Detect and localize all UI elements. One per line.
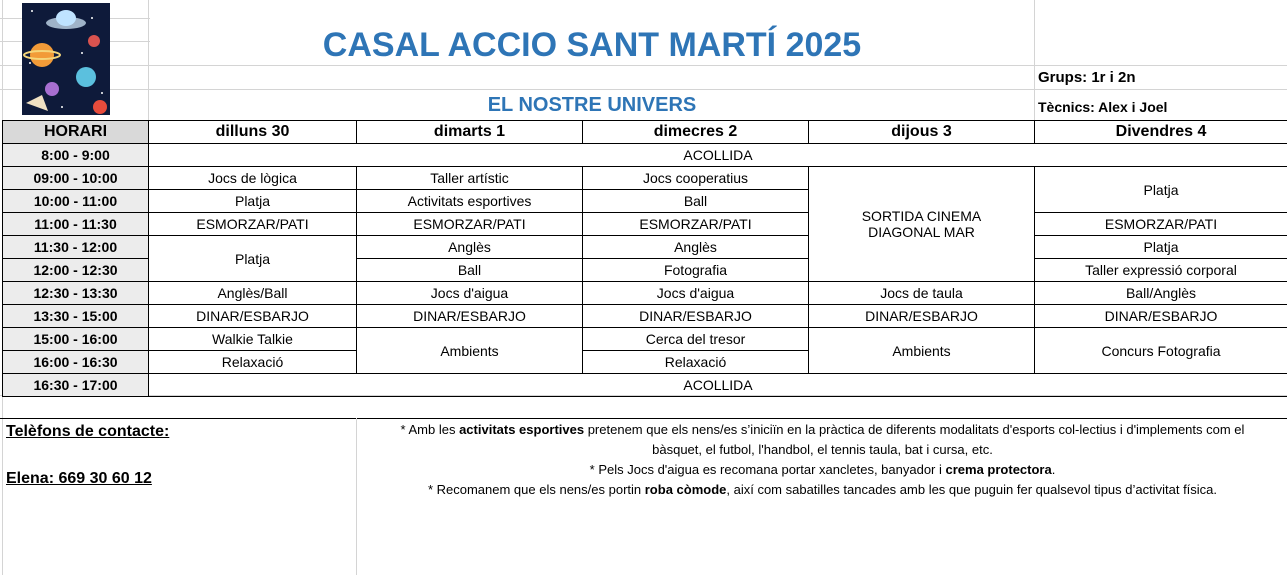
- activity-cell: Fotografia: [583, 259, 809, 282]
- activity-cell: Jocs de taula: [809, 282, 1035, 305]
- time-slot: 12:00 - 12:30: [3, 259, 149, 282]
- lunch-cell: DINAR/ESBARJO: [583, 305, 809, 328]
- note-esportives-line2: bàsquet, el futbol, l'handbol, el tennis taula, bat i cursa, etc.: [652, 442, 993, 457]
- activity-cell: Ball: [583, 190, 809, 213]
- note-esportives: [358, 420, 1287, 440]
- lunch-cell: DINAR/ESBARJO: [809, 305, 1035, 328]
- lunch-cell: DINAR/ESBARJO: [1035, 305, 1287, 328]
- day-header: dilluns 30: [149, 121, 357, 144]
- time-slot: 8:00 - 9:00: [3, 144, 149, 167]
- activity-cell: Anglès/Ball: [149, 282, 357, 305]
- activity-cell: Concurs Fotografia: [1035, 328, 1287, 374]
- break-cell: ESMORZAR/PATI: [1035, 213, 1287, 236]
- note-text: pretenem que els nens/es s’iniciïn en la pràctica de diferents modalitats d'esports col-lectius i d'implements com el: [584, 422, 1245, 437]
- activity-cell: Anglès: [357, 236, 583, 259]
- activity-cell: Taller artístic: [357, 167, 583, 190]
- break-cell: ESMORZAR/PATI: [583, 213, 809, 236]
- space-planets-icon: [22, 3, 110, 115]
- day-header: dimarts 1: [357, 121, 583, 144]
- acollida-cell: ACOLLIDA: [149, 374, 1287, 397]
- activity-cell: Platja: [1035, 167, 1287, 213]
- activity-cell: Ambients: [357, 328, 583, 374]
- note-roba: [358, 480, 1287, 500]
- time-slot: 16:30 - 17:00: [3, 374, 149, 397]
- sortida-line: DIAGONAL MAR: [868, 224, 975, 240]
- sortida-cell: [809, 167, 1035, 282]
- activity-cell: Ambients: [809, 328, 1035, 374]
- day-header: Divendres 4: [1035, 121, 1287, 144]
- lunch-cell: DINAR/ESBARJO: [149, 305, 357, 328]
- note-bold: crema protectora: [945, 462, 1052, 477]
- time-slot: 16:00 - 16:30: [3, 351, 149, 374]
- break-cell: ESMORZAR/PATI: [357, 213, 583, 236]
- horari-header: HORARI: [3, 121, 149, 144]
- note-text: * Recomanem que els nens/es portin: [427, 482, 645, 497]
- acollida-cell: ACOLLIDA: [149, 144, 1287, 167]
- activity-cell: Ball/Anglès: [1035, 282, 1287, 305]
- page-title: CASAL ACCIO SANT MARTÍ 2025: [322, 26, 862, 64]
- time-slot: 12:30 - 13:30: [3, 282, 149, 305]
- activity-cell: Taller expressió corporal: [1035, 259, 1287, 282]
- note-text: * Pels Jocs d'aigua es recomana portar xancletes, banyador i: [589, 462, 946, 477]
- contact-elena: Elena: 669 30 60 12: [6, 470, 152, 487]
- activity-cell: Jocs d'aigua: [357, 282, 583, 305]
- sortida-line: SORTIDA CINEMA: [861, 208, 982, 224]
- activity-cell: Ball: [357, 259, 583, 282]
- activity-cell: Jocs cooperatius: [583, 167, 809, 190]
- activity-cell: Relaxació: [149, 351, 357, 374]
- activity-cell: Platja: [1035, 236, 1287, 259]
- activity-cell: Jocs de lògica: [149, 167, 357, 190]
- schedule-table: [2, 120, 1287, 397]
- break-cell: ESMORZAR/PATI: [149, 213, 357, 236]
- activity-cell: Activitats esportives: [357, 190, 583, 213]
- activity-cell: Walkie Talkie: [149, 328, 357, 351]
- technicians-label: Tècnics: Alex i Joel: [1038, 99, 1168, 115]
- day-header: dimecres 2: [583, 121, 809, 144]
- groups-label: Grups: 1r i 2n: [1038, 69, 1136, 86]
- note-aigua: [358, 460, 1287, 480]
- activity-cell: Anglès: [583, 236, 809, 259]
- note-bold: activitats esportives: [459, 422, 585, 437]
- time-slot: 13:30 - 15:00: [3, 305, 149, 328]
- time-slot: 10:00 - 11:00: [3, 190, 149, 213]
- activity-cell: Relaxació: [583, 351, 809, 374]
- time-slot: 09:00 - 10:00: [3, 167, 149, 190]
- activity-cell: Cerca del tresor: [583, 328, 809, 351]
- note-text: , així com sabatilles tancades amb les que puguin fer qualsevol tipus d’activitat física.: [726, 482, 1218, 497]
- activity-cell: Platja: [149, 190, 357, 213]
- day-header: dijous 3: [809, 121, 1035, 144]
- time-slot: 15:00 - 16:00: [3, 328, 149, 351]
- contacts-heading: Telèfons de contacte:: [6, 423, 170, 440]
- activity-cell: Jocs d'aigua: [583, 282, 809, 305]
- note-bold: roba còmode: [644, 482, 727, 497]
- page-subtitle: EL NOSTRE UNIVERS: [487, 94, 697, 116]
- note-text: .: [1051, 462, 1056, 477]
- lunch-cell: DINAR/ESBARJO: [357, 305, 583, 328]
- time-slot: 11:00 - 11:30: [3, 213, 149, 236]
- activity-cell: Platja: [149, 236, 357, 282]
- note-text: * Amb les: [400, 422, 460, 437]
- time-slot: 11:30 - 12:00: [3, 236, 149, 259]
